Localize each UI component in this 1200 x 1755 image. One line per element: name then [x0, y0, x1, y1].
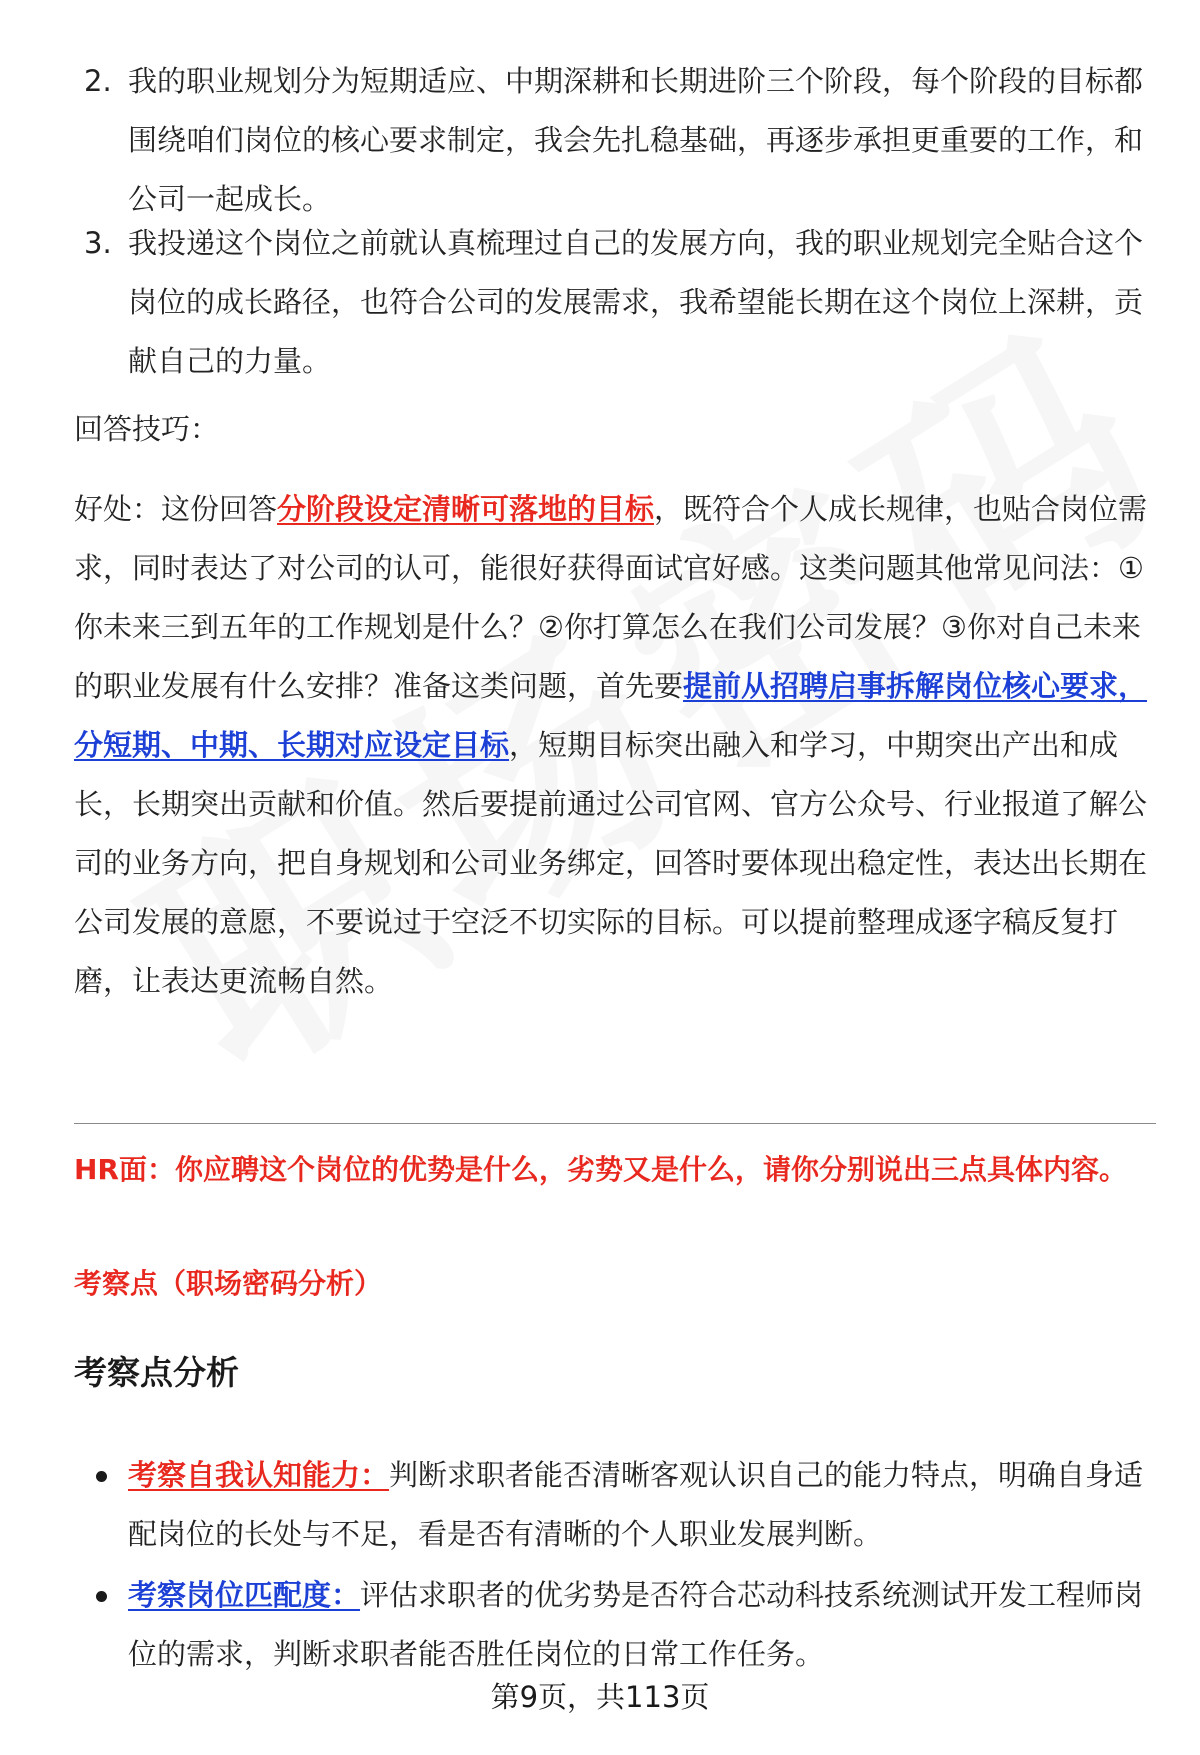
list-number: 3.: [84, 226, 112, 260]
tips-label: 回答技巧：: [74, 412, 220, 446]
bullet-text: [128, 1446, 1148, 1564]
tips-prefix: 好处：这份回答: [74, 492, 278, 526]
list-item-text: 我的职业规划分为短期适应、中期深耕和长期进阶三个阶段，每个阶段的目标都围绕咱们岗位的核心要求制定，我会先扎稳基础，再逐步承担更重要的工作，和公司一起成长。: [128, 64, 1144, 216]
list-number: 2.: [84, 64, 112, 98]
highlight-blue-text: 提前从招聘启事拆解岗位核心要求，分短期、中期、长期对应设定目标: [74, 669, 1148, 762]
bullet-body: 评估求职者的优劣势是否符合芯动科技系统测试开发工程师岗位的需求，判断求职者能否胜任岗位的日常工作任务。: [128, 1578, 1144, 1671]
bullet-label: 考察岗位匹配度：: [128, 1578, 361, 1612]
tips-suffix: ，短期目标突出融入和学习，中期突出产出和成长，长期突出贡献和价值。然后要提前通过公司官网、官方公众号、行业报道了解公司的业务方向，把自身规划和公司业务绑定，回答时要体现出稳定性，表达出长期在公司发展的意愿，不要说过于空泛不切实际的目标。可以提前整理成逐字稿反复打磨，让表达更流畅自然。: [74, 728, 1148, 998]
list-item-2: [84, 52, 1144, 229]
bullet-item-self-awareness: [96, 1446, 1148, 1564]
list-item-3: [84, 214, 1144, 391]
analysis-heading: 考察点分析: [74, 1353, 239, 1392]
bullet-dot-icon: [96, 1591, 107, 1602]
page-footer: 第9页，共113页: [490, 1680, 710, 1714]
highlight-red-text: 分阶段设定清晰可落地的目标: [277, 492, 655, 526]
hr-question: HR面：你应聘这个岗位的优势是什么，劣势又是什么，请你分别说出三点具体内容。: [74, 1153, 1127, 1186]
bullet-item-job-match: [96, 1566, 1148, 1684]
bullet-label: 考察自我认知能力：: [128, 1458, 390, 1492]
exam-point-label: 考察点（职场密码分析）: [74, 1267, 383, 1300]
list-item-text: 我投递这个岗位之前就认真梳理过自己的发展方向，我的职业规划完全贴合这个岗位的成长路径，也符合公司的发展需求，我希望能长期在这个岗位上深耕，贡献自己的力量。: [128, 226, 1144, 378]
bullet-dot-icon: [96, 1471, 107, 1482]
bullet-body: 判断求职者能否清晰客观认识自己的能力特点，明确自身适配岗位的长处与不足，看是否有清晰的个人职业发展判断。: [128, 1458, 1144, 1551]
section-divider: [74, 1123, 1156, 1124]
bullet-text: [128, 1566, 1148, 1684]
tips-middle: ，既符合个人成长规律，也贴合岗位需求，同时表达了对公司的认可，能很好获得面试官好感。这类问题其他常见问法：①你未来三到五年的工作规划是什么？②你打算怎么在我们公司发展？③你对自己未来的职业发展有什么安排？准备这类问题，首先要: [74, 492, 1148, 703]
tips-paragraph: [74, 480, 1148, 1011]
